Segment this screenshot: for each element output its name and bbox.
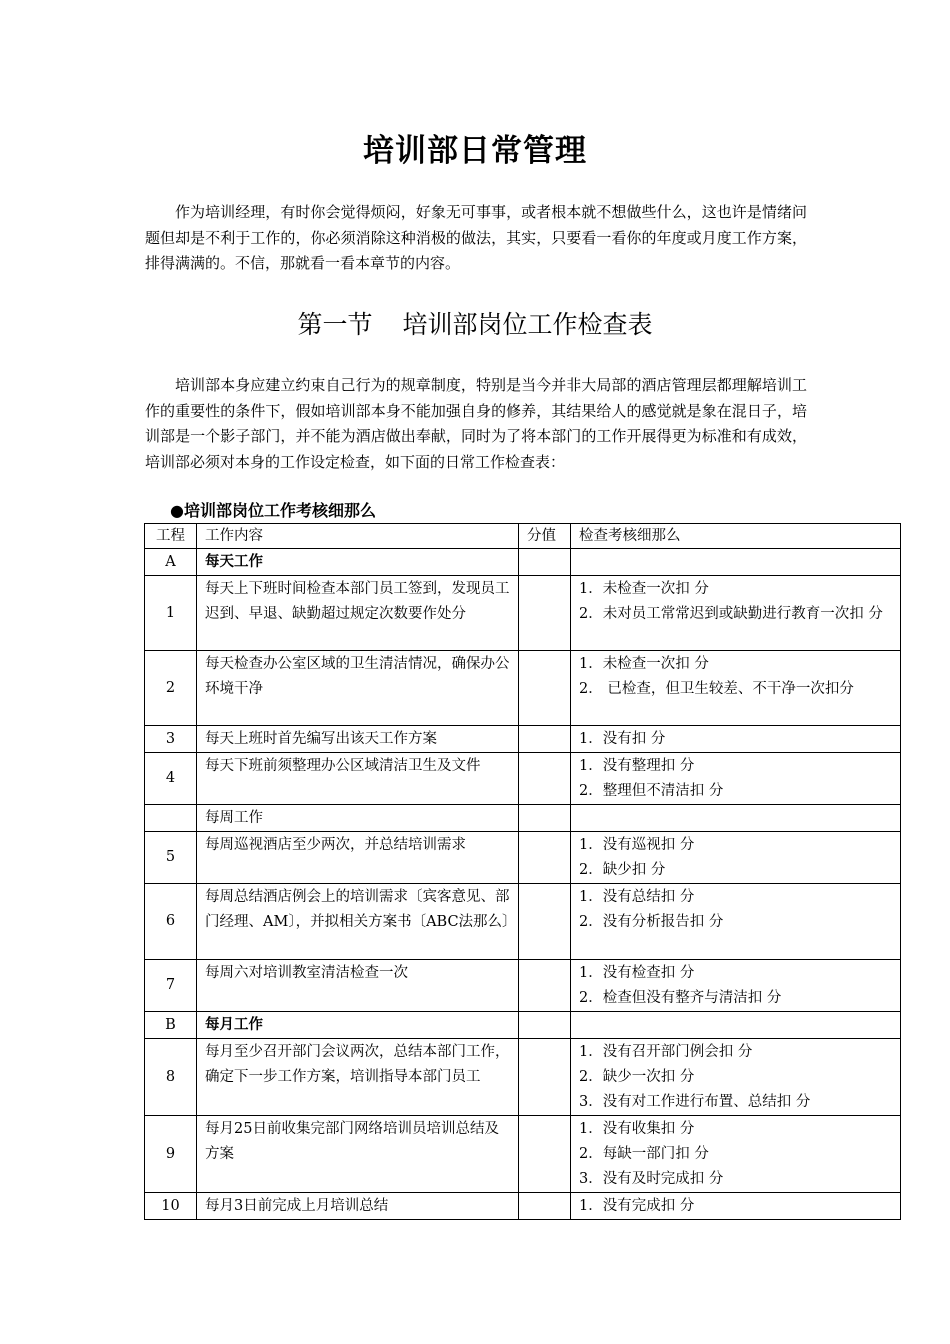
row-number: 10 xyxy=(145,1193,197,1220)
row-score xyxy=(519,1116,571,1193)
row-score xyxy=(519,1039,571,1116)
row-content: 每天下班前须整理办公区域清洁卫生及文件 xyxy=(197,753,519,805)
table-row xyxy=(145,960,901,1012)
criteria-line: 2．检查但没有整齐与清洁扣 分 xyxy=(579,990,782,1006)
check-table xyxy=(144,523,901,1220)
row-content: 每天检查办公室区域的卫生清洁情况，确保办公环境干净 xyxy=(197,651,519,726)
criteria-line: 1．没有完成扣 分 xyxy=(579,1198,695,1214)
table-title: ●培训部岗位工作考核细那么 xyxy=(170,501,376,520)
row-number: B xyxy=(145,1012,197,1039)
row-number: 3 xyxy=(145,726,197,753)
header-item: 工程 xyxy=(145,524,197,549)
criteria-line: 1．没有召开部门例会扣 分 xyxy=(579,1044,753,1060)
row-number: 6 xyxy=(145,884,197,960)
table-row xyxy=(145,832,901,884)
criteria-line: 1．没有巡视扣 分 xyxy=(579,837,695,853)
row-criteria xyxy=(571,1116,901,1193)
row-criteria xyxy=(571,1012,901,1039)
criteria-line: 1．未检查一次扣 分 xyxy=(579,581,709,597)
header-score: 分值 xyxy=(519,524,571,549)
row-criteria xyxy=(571,884,901,960)
row-criteria xyxy=(571,805,901,832)
row-content: 每周总结酒店例会上的培训需求〔宾客意见、部门经理、AM〕，并拟相关方案书〔ABC法那么〕 xyxy=(197,884,519,960)
row-score xyxy=(519,884,571,960)
section-paragraph: 培训部本身应建立约束自己行为的规章制度，特别是当今并非大局部的酒店管理层都理解培训工作的重要性的条件下，假如培训部本身不能加强自身的修养，其结果给人的感觉就是象在混日子，培训部是一个影子部门，并不能为酒店做出奉献，同时为了将本部门的工作开展得更为标准和有成效，培训部必须对本身的工作设定检查，如下面的日常工作检查表： xyxy=(145,376,807,471)
table-row xyxy=(145,1116,901,1193)
row-score xyxy=(519,753,571,805)
row-number: 2 xyxy=(145,651,197,726)
row-criteria xyxy=(571,753,901,805)
table-row xyxy=(145,726,901,753)
criteria-line: 1．未检查一次扣 分 xyxy=(579,656,709,672)
row-number: 8 xyxy=(145,1039,197,1116)
table-row xyxy=(145,1039,901,1116)
row-number: 7 xyxy=(145,960,197,1012)
row-content: 每天工作 xyxy=(197,549,519,576)
table-row xyxy=(145,651,901,726)
row-number: 9 xyxy=(145,1116,197,1193)
row-criteria xyxy=(571,549,901,576)
row-score xyxy=(519,960,571,1012)
row-criteria xyxy=(571,1193,901,1220)
page-title: 培训部日常管理 xyxy=(363,133,587,169)
table-header-row xyxy=(145,524,901,549)
table-row xyxy=(145,1193,901,1220)
row-criteria xyxy=(571,651,901,726)
criteria-line: 1．没有收集扣 分 xyxy=(579,1121,695,1137)
row-number xyxy=(145,805,197,832)
row-number: 5 xyxy=(145,832,197,884)
row-content: 每月25日前收集完部门网络培训员培训总结及方案 xyxy=(197,1116,519,1193)
row-number: A xyxy=(145,549,197,576)
row-criteria xyxy=(571,1039,901,1116)
criteria-line: 1．没有总结扣 分 xyxy=(579,889,695,905)
row-number: 1 xyxy=(145,576,197,651)
section-number: 第一节 xyxy=(297,310,373,339)
intro-paragraph: 作为培训经理，有时你会觉得烦闷，好象无可事事，或者根本就不想做些什么，这也许是情绪问题但却是不利于工作的，你必须消除这种消极的做法，其实，只要看一看你的年度或月度工作方案，排得满满的。不信，那就看一看本章节的内容。 xyxy=(145,203,807,272)
criteria-line: 2．未对员工常常迟到或缺勤进行教育一次扣 分 xyxy=(579,606,883,622)
section-name: 培训部岗位工作检查表 xyxy=(402,310,653,339)
row-score xyxy=(519,1012,571,1039)
section-heading xyxy=(0,307,950,343)
row-content: 每月至少召开部门会议两次，总结本部门工作，确定下一步工作方案，培训指导本部门员工 xyxy=(197,1039,519,1116)
row-score xyxy=(519,651,571,726)
row-score xyxy=(519,805,571,832)
header-content: 工作内容 xyxy=(197,524,519,549)
criteria-line: 3．没有及时完成扣 分 xyxy=(579,1171,724,1187)
row-criteria xyxy=(571,960,901,1012)
criteria-line: 2． 已检查，但卫生较差、不干净一次扣分 xyxy=(579,681,854,697)
row-score xyxy=(519,1193,571,1220)
table-row xyxy=(145,753,901,805)
criteria-line: 2．缺少一次扣 分 xyxy=(579,1069,695,1085)
row-content: 每周六对培训教室清洁检查一次 xyxy=(197,960,519,1012)
row-score xyxy=(519,726,571,753)
criteria-line: 2．没有分析报告扣 分 xyxy=(579,914,724,930)
row-score xyxy=(519,832,571,884)
row-criteria xyxy=(571,726,901,753)
criteria-line: 3．没有对工作进行布置、总结扣 分 xyxy=(579,1094,811,1110)
criteria-line: 2．每缺一部门扣 分 xyxy=(579,1146,709,1162)
criteria-line: 1．没有整理扣 分 xyxy=(579,758,695,774)
criteria-line: 2．整理但不清洁扣 分 xyxy=(579,783,724,799)
criteria-line: 1．没有扣 分 xyxy=(579,731,666,747)
row-number: 4 xyxy=(145,753,197,805)
row-criteria xyxy=(571,832,901,884)
row-content: 每周工作 xyxy=(197,805,519,832)
row-criteria xyxy=(571,576,901,651)
row-content: 每月3日前完成上月培训总结 xyxy=(197,1193,519,1220)
table-row xyxy=(145,576,901,651)
row-content: 每天上班时首先编写出该天工作方案 xyxy=(197,726,519,753)
row-content: 每月工作 xyxy=(197,1012,519,1039)
table-row xyxy=(145,884,901,960)
header-criteria: 检查考核细那么 xyxy=(571,524,901,549)
row-content: 每天上下班时间检查本部门员工签到，发现员工迟到、早退、缺勤超过规定次数要作处分 xyxy=(197,576,519,651)
criteria-line: 1．没有检查扣 分 xyxy=(579,965,695,981)
table-row-weekly xyxy=(145,805,901,832)
row-score xyxy=(519,549,571,576)
row-score xyxy=(519,576,571,651)
row-content: 每周巡视酒店至少两次，并总结培训需求 xyxy=(197,832,519,884)
table-row-category-b xyxy=(145,1012,901,1039)
table-row-category-a xyxy=(145,549,901,576)
criteria-line: 2．缺少扣 分 xyxy=(579,862,666,878)
